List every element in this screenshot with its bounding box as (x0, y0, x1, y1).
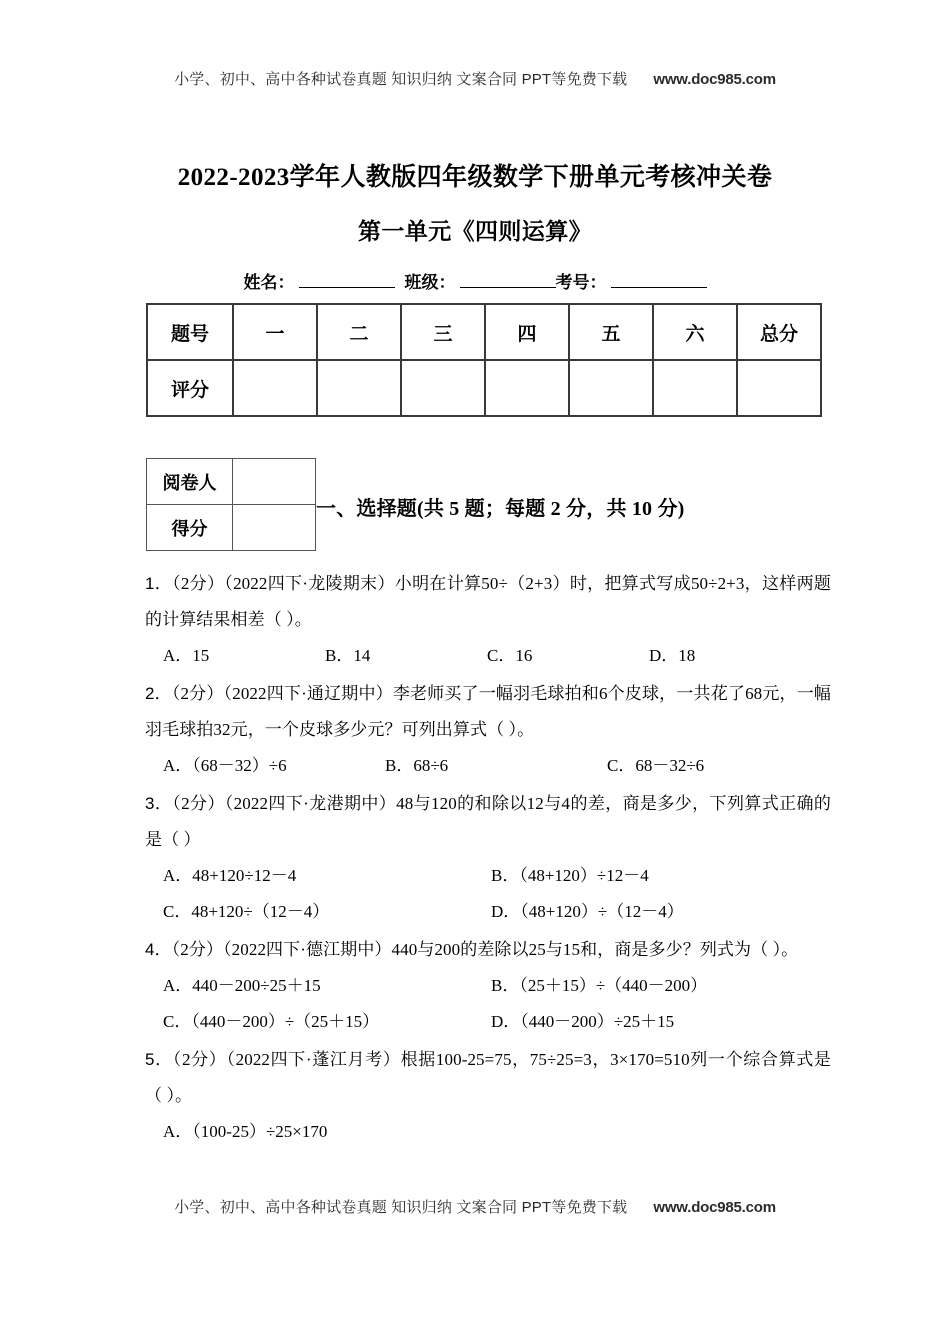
question-stem: 48与120的和除以12与4的差，商是多少，下列算式正确的是（ ） (145, 794, 831, 849)
question-item (145, 932, 831, 1040)
footer-watermark-url: www.doc985.com (653, 1199, 776, 1216)
score-table-row-label: 题号 (147, 304, 233, 360)
question-number: 1． (145, 574, 173, 593)
question-stem: 小明在计算50÷（2+3）时，把算式写成50÷2+3，这样两题的计算结果相差（ ）。 (145, 574, 831, 629)
question-number: 2． (145, 684, 172, 703)
option-choice[interactable]: A．（100-25）÷25×170 (163, 1122, 328, 1141)
reviewer-table (146, 458, 316, 551)
question-item (145, 676, 831, 784)
score-table-col-1: 一 (233, 304, 317, 360)
name-label: 姓名： (243, 273, 295, 292)
score-value-cell[interactable] (233, 505, 316, 551)
page-subtitle: 第一单元《四则运算》 (358, 219, 592, 244)
option-row (163, 1004, 831, 1040)
option-choice[interactable]: D．（440－200）÷25＋15 (491, 1012, 675, 1031)
question-points: （2分） (171, 940, 224, 959)
header-watermark-url: www.doc985.com (653, 71, 776, 88)
score-cell-3[interactable] (401, 360, 485, 416)
option-choice[interactable]: A．440－200÷25＋15 (163, 976, 321, 995)
question-text (145, 566, 831, 638)
reviewer-label: 阅卷人 (147, 459, 233, 505)
score-table-col-2: 二 (317, 304, 401, 360)
question-source: （2022四下·龙陵期末） (224, 574, 395, 593)
question-options (145, 968, 831, 1040)
identity-line (0, 268, 950, 293)
question-points: （2分） (171, 684, 224, 703)
section-heading: 一、选择题(共 5 题；每题 2 分，共 10 分) (316, 498, 685, 520)
option-choice[interactable]: C．（440－200）÷（25＋15） (163, 1012, 380, 1031)
table-row (147, 459, 316, 505)
option-row (163, 968, 831, 1004)
question-options (145, 638, 831, 674)
option-choice[interactable]: B．14 (325, 646, 371, 665)
option-choice[interactable]: C．16 (487, 646, 533, 665)
question-text (145, 676, 831, 748)
option-choice[interactable]: B．（48+120）÷12－4 (491, 866, 649, 885)
score-table-col-6: 六 (653, 304, 737, 360)
question-text (145, 786, 831, 858)
score-table-col-3: 三 (401, 304, 485, 360)
table-row (147, 304, 821, 360)
question-number: 5． (145, 1050, 173, 1069)
option-choice[interactable]: A．15 (163, 646, 210, 665)
question-source: （2022四下·德江期中） (223, 940, 392, 959)
exam-input-blank[interactable] (611, 272, 707, 288)
footer-watermark-text: 小学、初中、高中各种试卷真题 知识归纳 文案合同 PPT等免费下载 (174, 1199, 628, 1216)
option-choice[interactable]: A．（68－32）÷6 (163, 756, 287, 775)
option-choice[interactable]: D．18 (649, 646, 696, 665)
question-points: （2分） (172, 794, 225, 813)
question-text (145, 932, 831, 968)
reviewer-value-cell[interactable] (233, 459, 316, 505)
score-table (146, 303, 822, 417)
score-cell-4[interactable] (485, 360, 569, 416)
footer-watermark (0, 1196, 950, 1217)
header-watermark-text: 小学、初中、高中各种试卷真题 知识归纳 文案合同 PPT等免费下载 (174, 71, 628, 88)
question-options (145, 1114, 831, 1150)
question-source: （2022四下·蓬江月考） (226, 1050, 401, 1069)
option-choice[interactable]: C．68－32÷6 (607, 756, 705, 775)
score-table-row-label: 评分 (147, 360, 233, 416)
question-number: 4． (145, 940, 172, 959)
score-cell-6[interactable] (653, 360, 737, 416)
option-choice[interactable]: D．（48+120）÷（12－4） (491, 902, 684, 921)
question-item (145, 786, 831, 930)
score-label: 得分 (147, 505, 233, 551)
score-table-col-4: 四 (485, 304, 569, 360)
question-stem: 李老师买了一幅羽毛球拍和6个皮球，一共花了68元，一幅羽毛球拍32元，一个皮球多少元？可列出算式（ ）。 (145, 684, 832, 739)
option-row (163, 858, 831, 894)
header-watermark (0, 68, 950, 89)
exam-label: 考号： (555, 273, 607, 292)
question-text (145, 1042, 831, 1114)
question-stem: 根据100-25=75，75÷25=3，3×170=510列一个综合算式是（ ）。 (145, 1050, 831, 1105)
score-table-col-5: 五 (569, 304, 653, 360)
question-options (145, 858, 831, 930)
name-input-blank[interactable] (299, 272, 395, 288)
score-cell-2[interactable] (317, 360, 401, 416)
option-choice[interactable]: A．48+120÷12－4 (163, 866, 297, 885)
question-points: （2分） (172, 574, 225, 593)
questions-list (145, 566, 831, 1152)
class-input-blank[interactable] (460, 272, 556, 288)
score-cell-1[interactable] (233, 360, 317, 416)
question-item (145, 1042, 831, 1150)
question-source: （2022四下·通辽期中） (223, 684, 393, 703)
question-item (145, 566, 831, 674)
class-label: 班级： (404, 273, 456, 292)
table-row (147, 360, 821, 416)
option-choice[interactable]: B．68÷6 (385, 756, 449, 775)
question-stem: 440与200的差除以25与15和，商是多少？列式为（ ）。 (391, 940, 799, 959)
score-cell-5[interactable] (569, 360, 653, 416)
table-row (147, 505, 316, 551)
option-choice[interactable]: C．48+120÷（12－4） (163, 902, 330, 921)
score-cell-total[interactable] (737, 360, 821, 416)
option-choice[interactable]: B．（25＋15）÷（440－200） (491, 976, 708, 995)
page-title: 2022-2023学年人教版四年级数学下册单元考核冲关卷 (177, 164, 773, 191)
question-number: 3． (145, 794, 173, 813)
question-options (145, 748, 831, 784)
question-source: （2022四下·龙港期中） (224, 794, 397, 813)
score-table-col-total: 总分 (737, 304, 821, 360)
question-points: （2分） (172, 1050, 227, 1069)
option-row (163, 894, 831, 930)
